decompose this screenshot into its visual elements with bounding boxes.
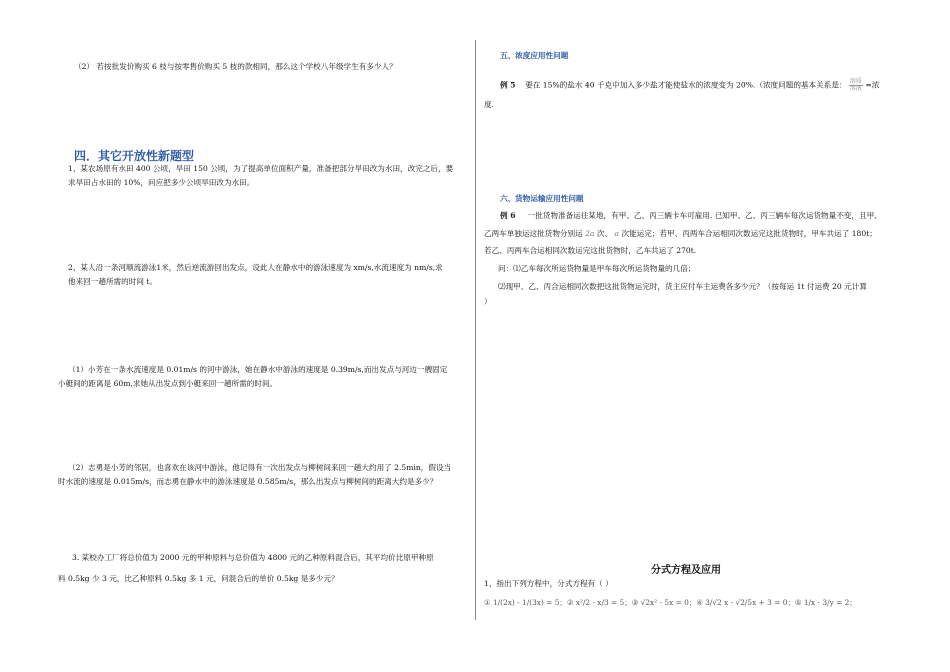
problem-3-line-1: 3. 某校办工厂将总价值为 2000 元的甲种原料与总价值为 4800 元的乙种原料混合后，其平均价比原甲种原 — [72, 553, 434, 562]
variable-2a: 2a — [585, 229, 595, 238]
example-6-text-1: 一批货物准备运往某地，有甲、乙、丙三辆卡车可雇用. 已知甲、乙、丙三辆车每次运货物量不变，且甲、 — [527, 211, 882, 220]
section-5-heading: 五、浓度应用性问题 — [500, 51, 569, 60]
problem-2b-line-1: （2）志勇是小芳的邻居，也喜欢在该河中游泳，他记得有一次出发点与柳树间来回一趟大约用了 2.5min，假设当 — [68, 463, 452, 472]
fraction-denominator: 溶液 — [849, 85, 862, 92]
example-6-text-2b: 次、 — [596, 229, 613, 238]
example-6-question-2-line-1: ⑵现甲、乙、丙合运相同次数把这批货物运完时，货主应付车主运费各多少元？（按每运 1t 付运费 20 元计算 — [498, 282, 867, 291]
concentration-fraction — [849, 79, 863, 92]
section-6-heading: 六、货物运输应用性问题 — [500, 194, 584, 203]
example-6-line-2 — [484, 228, 877, 239]
variable-a: a — [614, 229, 620, 238]
fraction-equation-options: ① 1/(2x) - 1/(3x) = 5；② x²/2 - x/3 = 5；③ √2x² - 5x = 0；④ 3/√2 x - √2/5x + 3 = 0；⑤ 1/x - 3/y = 2； — [484, 598, 857, 607]
question-1-text: 1、指出下列方程中，分式方程有（ ） — [484, 579, 613, 588]
column-divider — [475, 40, 476, 620]
problem-2-line-1: 2、某人沿一条河顺流游泳1米，然后逆流游回出发点，设此人在静水中的游泳速度为 xm/s,水流速度为 nm/s,求 — [68, 263, 443, 272]
problem-3-line-2: 料 0.5kg 少 3 元，比乙种原料 0.5kg 多 1 元，问混合后的单价 0.5kg 是多少元？ — [58, 574, 339, 583]
problem-2a-line-1: （1）小芳在一条水流速度是 0.01m/s 的河中游泳，她在静水中游泳的速度是 0.39m/s,而出发点与河边一艘固定 — [68, 365, 448, 374]
fractional-equations-title: 分式方程及应用 — [651, 565, 721, 576]
example-6-question-2-line-2: ） — [484, 297, 492, 306]
example-5-line-1 — [500, 79, 879, 92]
example-5-label: 例 5 — [500, 80, 516, 90]
example-6-line-3: 若乙、丙两车合运相同次数运完这批货物时，乙车共运了 270t. — [484, 246, 697, 255]
problem-1-line-2: 求旱田占水田的 10%，问应把多少公顷旱田改为水田。 — [68, 178, 255, 187]
example-6-line-1 — [500, 210, 882, 221]
problem-2b-line-2: 时水流的速度是 0.015m/s，而志勇在静水中的游泳速度是 0.585m/s，那么出发点与柳树间的距离大约是多少？ — [58, 477, 438, 486]
example-6-question-1: 问：⑴乙车每次所运货物量是甲车每次所运货物量的几倍； — [498, 264, 696, 273]
problem-2-line-2: 他来回一趟所需的时间 t。 — [68, 277, 157, 286]
example-5-tail: =浓 — [865, 80, 880, 90]
problem-2a-line-2: 小艇间的距离是 60m,求她从出发点到小艇来回一趟所需的时间。 — [58, 379, 278, 388]
fraction-numerator: 溶质 — [849, 78, 862, 85]
question-2-text: （2） 若按批发价购买 6 枝与按零售价购买 5 枝的款相同，那么这个学校八年级学生有多少人？ — [74, 62, 397, 71]
example-6-text-2c: 次能运完；若甲、丙两车合运相同次数运完这批货物时，甲车共运了 180t； — [621, 229, 877, 238]
example-5-text: 要在 15%的盐水 40 千克中加入多少盐才能使盐水的浓度变为 20%.（浓度问题的基本关系是： — [525, 80, 847, 90]
problem-1-line-1: 1、某农场原有水田 400 公顷，旱田 150 公顷，为了提高单位面积产量，准备把部分旱田改为水田，改完之后，要 — [68, 164, 454, 173]
example-5-line-2: 度. — [484, 100, 495, 109]
example-6-label: 例 6 — [500, 211, 516, 220]
section-4-heading: 四．其它开放性新题型 — [74, 149, 195, 163]
example-6-text-2a: 乙两车单独运这批货物分别运 — [484, 229, 583, 238]
